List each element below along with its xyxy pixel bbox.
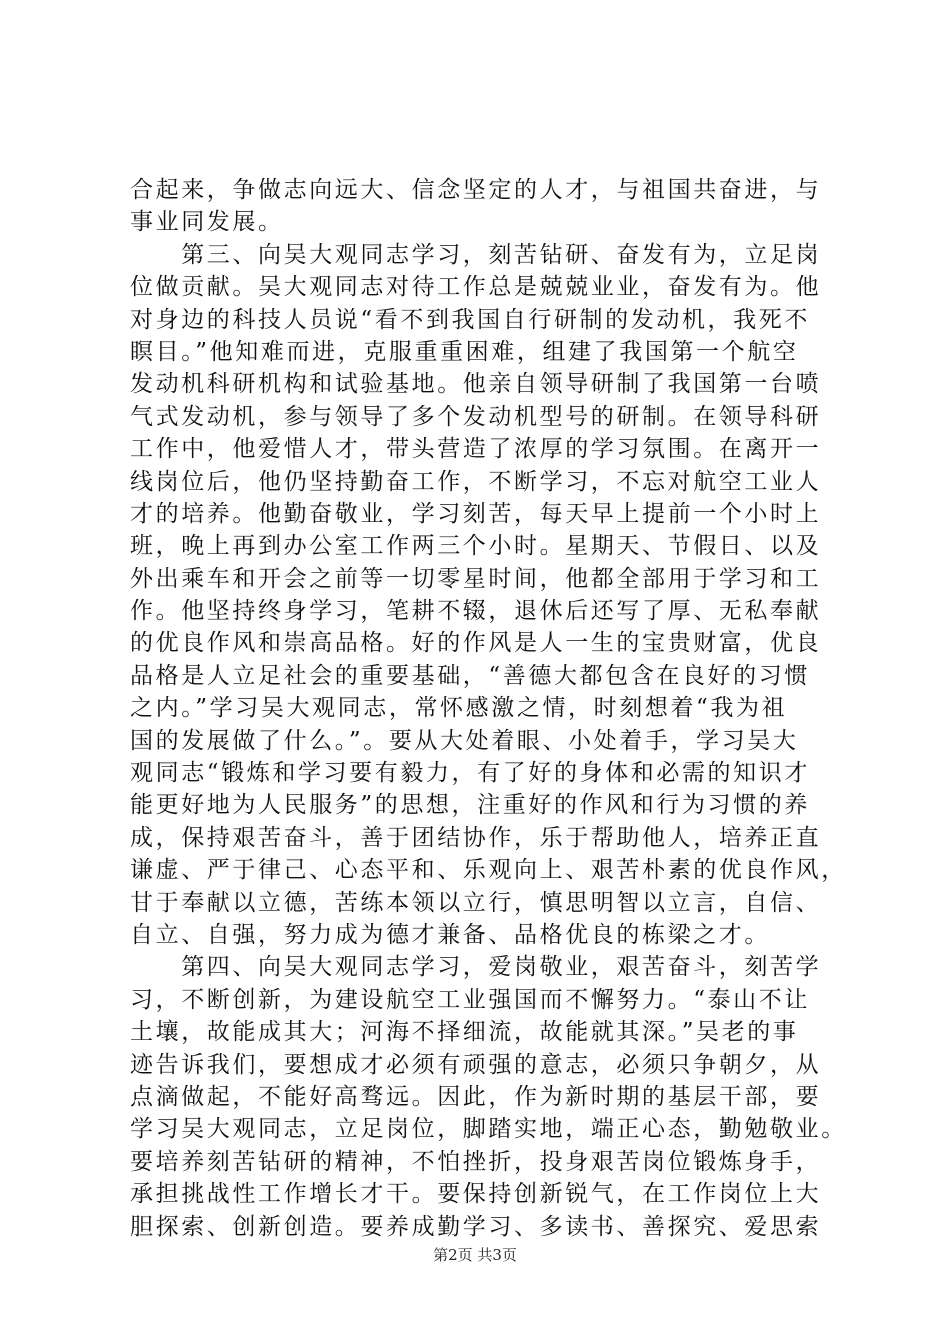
text-line: 才的培养。他勤奋敬业，学习刻苦，每天早上提前一个小时上	[130, 500, 822, 527]
text-line: 外出乘车和开会之前等一切零星时间，他都全部用于学习和工	[130, 565, 822, 592]
text-line: 谦虚、严于律己、心态平和、乐观向上、艰苦朴素的优良作风，	[130, 857, 847, 884]
text-line: 能更好地为人民服务”的思想，注重好的作风和行为习惯的养	[130, 792, 810, 819]
document-body	[130, 174, 847, 1243]
page-number-footer: 第2页 共3页	[433, 1246, 517, 1264]
text-line: 习，不断创新，为建设航空工业强国而不懈努力。“泰山不让	[130, 986, 810, 1013]
text-line: 气式发动机，参与领导了多个发动机型号的研制。在领导科研	[130, 403, 822, 430]
text-line: 之内。”学习吴大观同志，常怀感激之情，时刻想着“我为祖	[130, 695, 788, 722]
text-line: 承担挑战性工作增长才干。要保持创新锐气，在工作岗位上大	[130, 1181, 822, 1208]
text-line: 国的发展做了什么。”。要从大处着眼、小处着手，学习吴大	[130, 727, 799, 754]
text-line: 工作中，他爱惜人才，带头营造了浓厚的学习氛围。在离开一	[130, 436, 822, 463]
text-line: 点滴做起，不能好高骛远。因此，作为新时期的基层干部，要	[130, 1083, 822, 1110]
text-line: 线岗位后，他仍坚持勤奋工作，不断学习，不忘对航空工业人	[130, 468, 822, 495]
text-line: 第四、向吴大观同志学习，爱岗敬业，艰苦奋斗，刻苦学	[130, 954, 822, 981]
text-line: 品格是人立足社会的重要基础，“善德大都包含在良好的习惯	[130, 662, 810, 689]
text-line: 班，晚上再到办公室工作两三个小时。星期天、节假日、以及	[130, 533, 822, 560]
text-line: 合起来，争做志向远大、信念坚定的人才，与祖国共奋进，与	[130, 177, 822, 203]
text-line: 要培养刻苦钻研的精神，不怕挫折，投身艰苦岗位锻炼身手，	[130, 1148, 822, 1175]
text-line: 发动机科研机构和试验基地。他亲自领导研制了我国第一台喷	[130, 371, 822, 398]
text-line: 自立、自强，努力成为德才兼备、品格优良的栋梁之才。	[130, 921, 770, 948]
text-line: 瞑目。”他知难而进，克服重重困难，组建了我国第一个航空	[130, 338, 799, 365]
text-line: 胆探索、创新创造。要养成勤学习、多读书、善探究、爱思索	[130, 1213, 822, 1240]
text-line: 位做贡献。吴大观同志对待工作总是兢兢业业，奋发有为。他	[130, 274, 822, 301]
text-line: 对身边的科技人员说“看不到我国自行研制的发动机，我死不	[130, 306, 810, 333]
text-line: 作。他坚持终身学习，笔耕不辍，退休后还写了厚、无私奉献	[130, 598, 822, 625]
text-line: 土壤，故能成其大；河海不择细流，故能就其深。”吴老的事	[130, 1019, 799, 1046]
text-line: 学习吴大观同志，立足岗位，脚踏实地，端正心态，勤勉敬业。	[130, 1116, 847, 1143]
text-line: 第三、向吴大观同志学习，刻苦钻研、奋发有为，立足岗	[130, 241, 822, 268]
text-line: 甘于奉献以立德，苦练本领以立行，慎思明智以立言，自信、	[130, 889, 822, 916]
text-line: 的优良作风和崇高品格。好的作风是人一生的宝贵财富，优良	[130, 630, 822, 657]
text-line: 成，保持艰苦奋斗，善于团结协作，乐于帮助他人，培养正直	[130, 824, 822, 851]
text-line: 事业同发展。	[130, 209, 284, 236]
text-line: 观同志“锻炼和学习要有毅力，有了好的身体和必需的知识才	[130, 760, 810, 787]
text-line: 迹告诉我们，要想成才必须有顽强的意志，必须只争朝夕，从	[130, 1051, 822, 1078]
